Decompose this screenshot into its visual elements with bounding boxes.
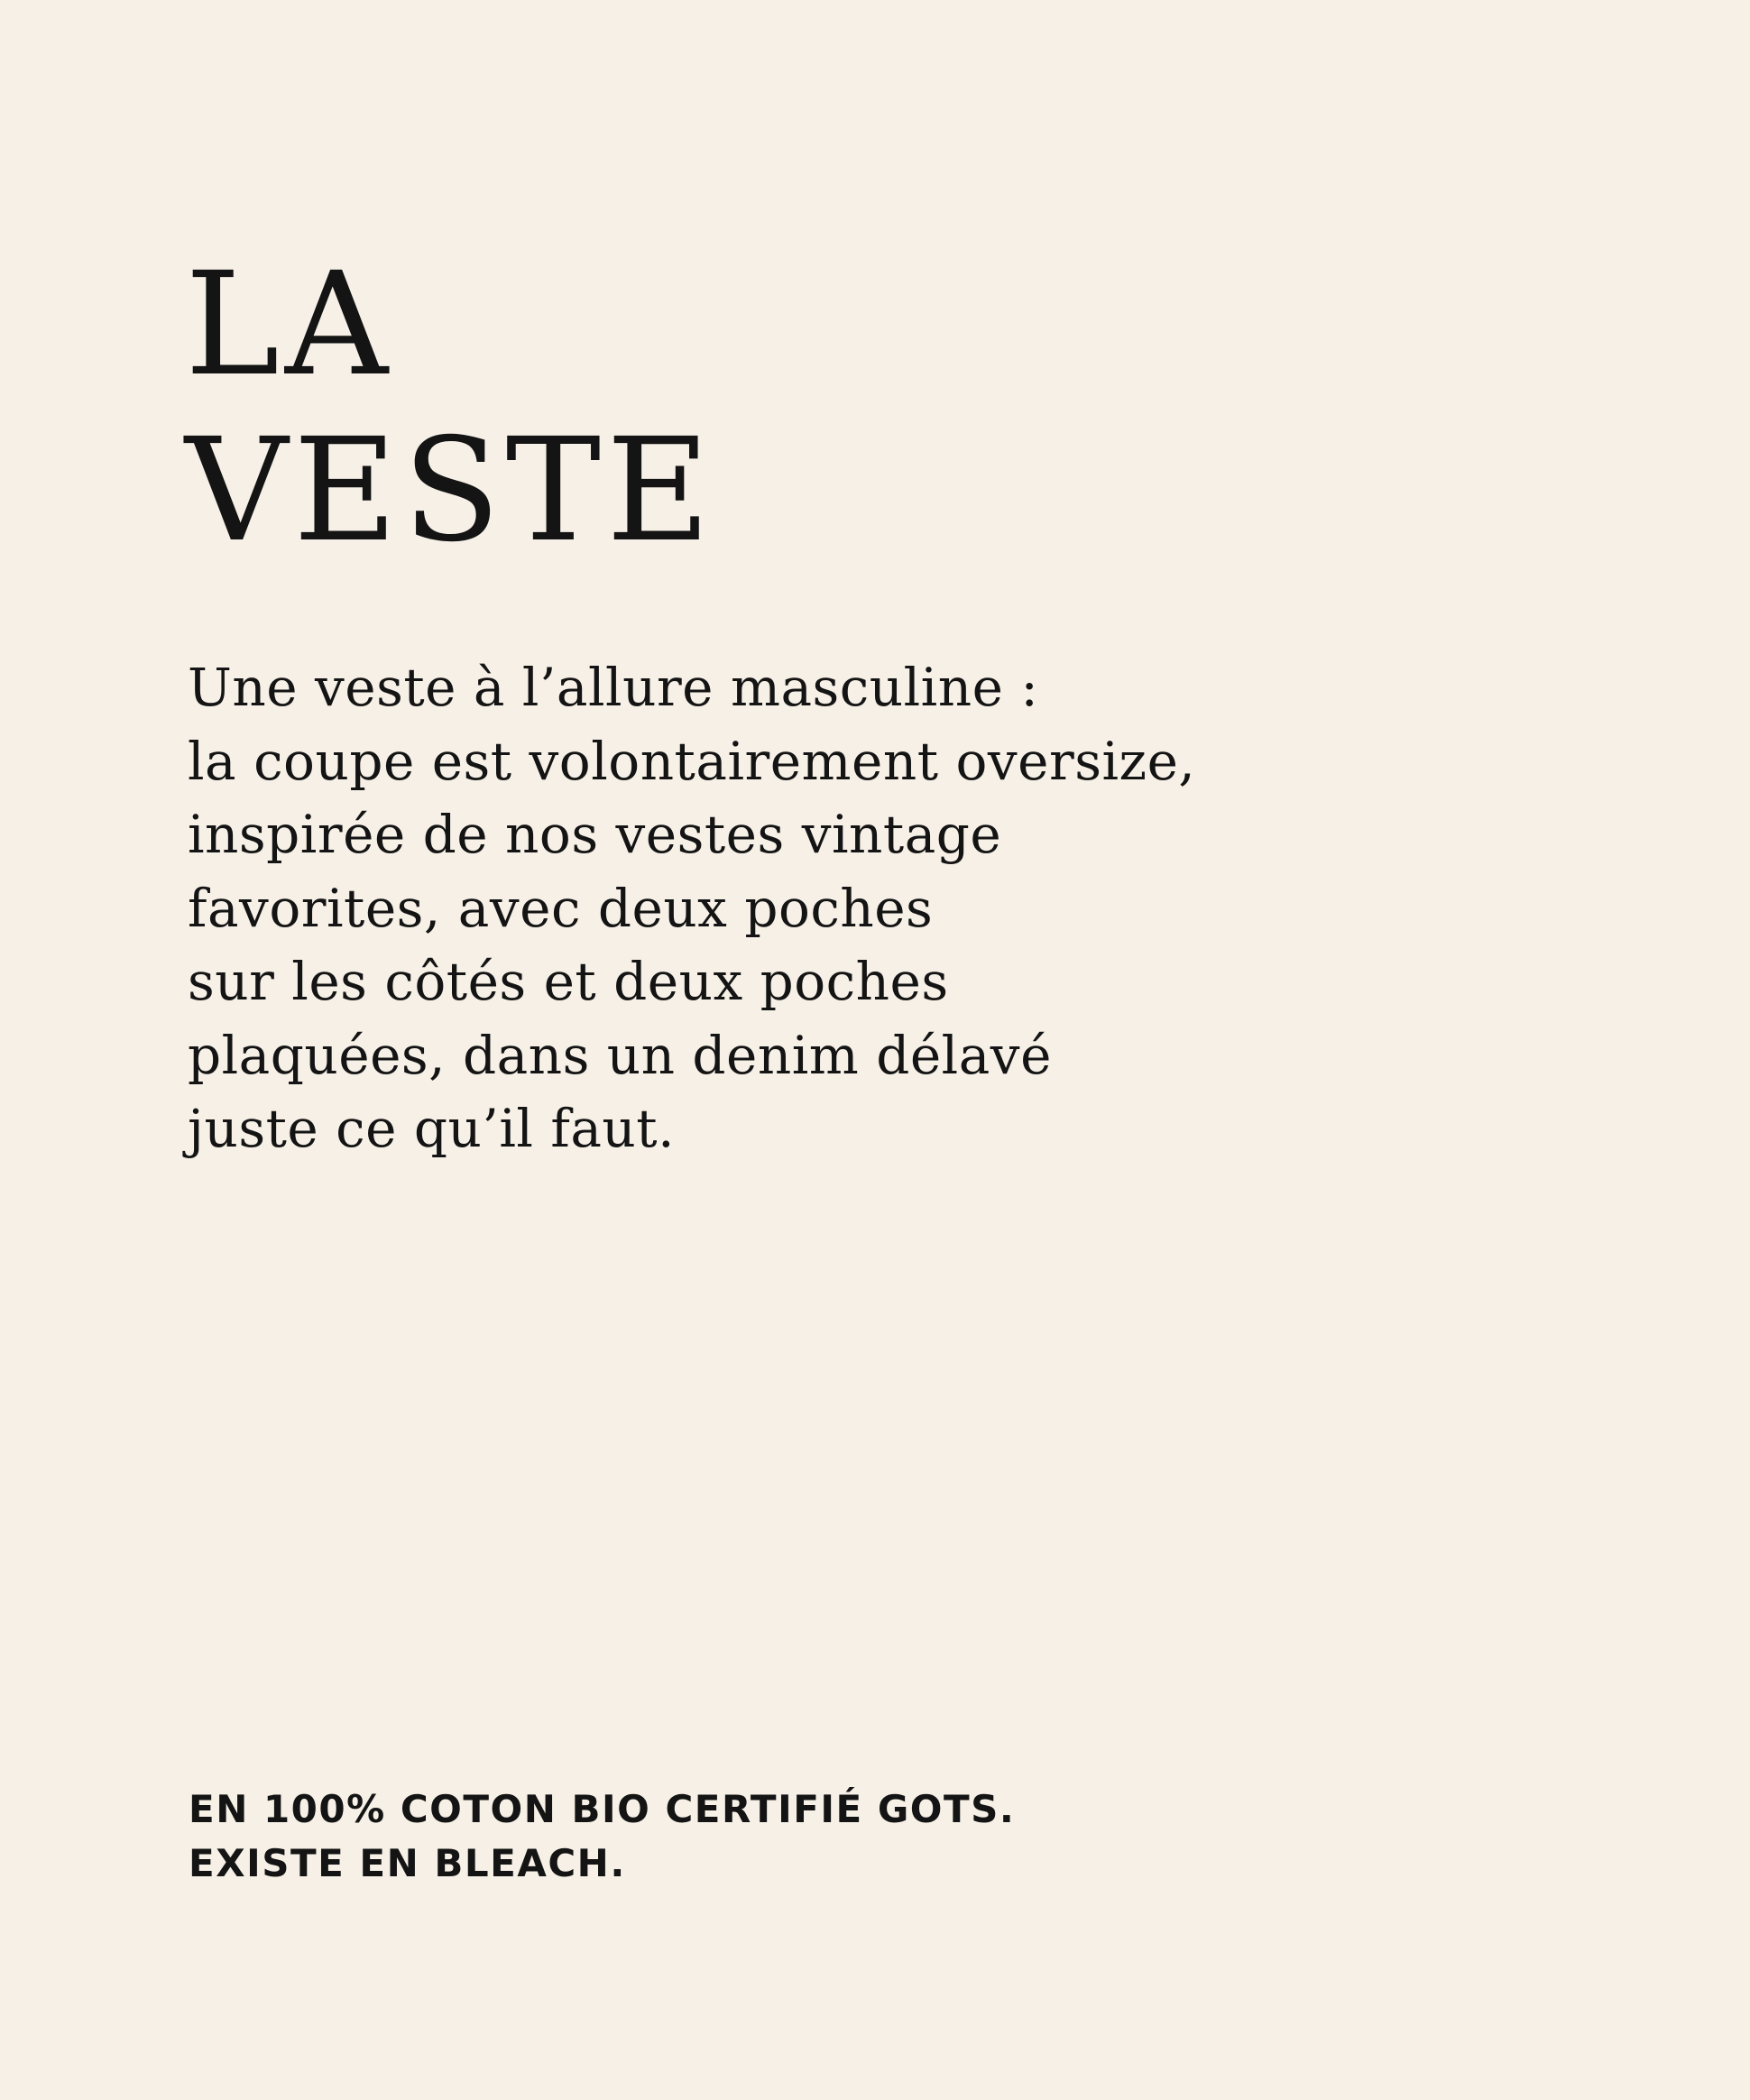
description-line: juste ce qu’il faut. xyxy=(188,1098,676,1159)
description-line: plaquées, dans un denim délavé xyxy=(188,1024,1052,1086)
title-line-1: LA xyxy=(185,242,394,408)
product-description xyxy=(188,651,1195,1166)
availability-line: EXISTE EN BLEACH. xyxy=(189,1841,626,1885)
description-line: sur les côtés et deux poches xyxy=(188,951,949,1012)
description-line: inspirée de nos vestes vintage xyxy=(188,804,1002,865)
page-title xyxy=(185,242,715,574)
title-line-2: VESTE xyxy=(185,408,716,574)
description-line: Une veste à l’allure masculine : xyxy=(188,657,1039,718)
material-line: EN 100% COTON BIO CERTIFIÉ GOTS. xyxy=(189,1787,1016,1831)
description-line: la coupe est volontairement oversize, xyxy=(188,730,1196,792)
material-info xyxy=(189,1782,1015,1891)
description-line: favorites, avec deux poches xyxy=(188,877,934,939)
